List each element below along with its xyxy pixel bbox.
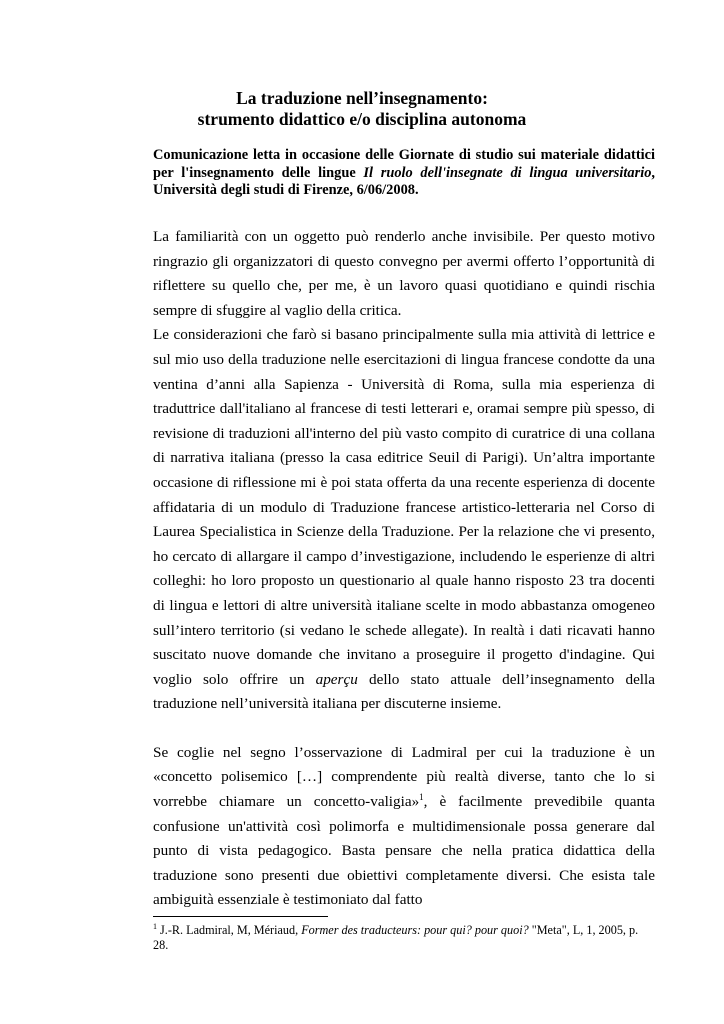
header-line-3: Università degli studi di Firenze, 6/06/2008. — [153, 182, 419, 198]
paragraph-3 — [153, 741, 655, 913]
title-line-2: strumento didattico e/o disciplina autonoma — [197, 109, 527, 129]
paragraph-3-text-a: Se coglie nel segno l’osservazione di Ladmiral per cui la traduzione è un «concetto polisemico […] comprendente più realtà diverse, tanto che lo si vorrebbe chiamare un concetto-valigia» — [153, 743, 655, 811]
paragraph-spacer — [153, 717, 655, 741]
footnote-title-italic: Former des traducteurs: pour qui? pour quoi? — [301, 923, 529, 937]
footnote-reference: 1 — [419, 792, 424, 803]
footnote-separator — [153, 916, 328, 917]
paragraph-3-text-b: , è facilmente prevedibile quanta confusione un'attività così polimorfa e multidimensionale possa generare dal punto di vista pedagogico. Basta pensare che nella pratica didattica della traduzione sono presenti due obiettivi completamente diversi. Che esista tale ambiguità essenziale è testimoniato dal fatto — [153, 793, 656, 909]
title-line-1: La traduzione nell’insegnamento: — [236, 88, 488, 108]
header-line-2-text: per l'insegnamento delle lingue — [153, 164, 364, 181]
communication-header — [153, 147, 655, 200]
header-line-2 — [153, 165, 655, 183]
paragraph-2-text-b: dello stato attuale dell’insegnamento della traduzione nell’università italiana per discuterne insieme. — [153, 670, 655, 713]
body-text — [153, 225, 655, 913]
header-conference-title: Il ruolo dell'insegnate di lingua universitario — [363, 164, 652, 181]
footnote-marker: 1 — [153, 922, 157, 931]
paragraph-1: La familiarità con un oggetto può renderlo anche invisibile. Per questo motivo ringrazio gli organizzatori di questo convegno per avermi offerto l’opportunità di riflettere su quello che, per me, è un lavoro quasi quotidiano e quindi rischia sempre di sfuggire al vaglio della critica. — [153, 228, 655, 319]
paragraph-2-text-a: Le considerazioni che farò si basano principalmente sulla mia attività di lettrice e sul mio uso della traduzione nelle esercitazioni di lingua francese condotte da una ventina d’anni alla Sapienza - Università di Roma, sulla mia esperienza di traduttrice dall'italiano al francese di testi letterari e, oramai sempre più spesso, di revisione di traduzioni all'interno del più vasto compito di curatrice di una collana di narrativa italiana (presso la casa editrice Seuil di Parigi). Un’altra importante occasione di riflessione mi è poi stata offerta da una recente esperienza di docente affidataria di un modulo di Traduzione francese artistico-letteraria nel Corso di Laurea Specialistica in Scienze della Traduzione. Per la relazione che vi presento, ho cercato di allargare il campo d’investigazione, includendo le esperienze di altri colleghi: ho loro proposto un questionario al quale hanno risposto 23 tra docenti di lingua e lettori di altre università italiane scelte in modo abbastanza omogeneo sull’intero territorio (si vedano le schede allegate). In realtà i dati ricavati hanno suscitato nuove domande che invitano a proseguire il progetto d'indagine. Qui voglio solo offrire un — [153, 326, 655, 688]
header-line-2-comma: , — [651, 164, 656, 181]
footnote — [153, 923, 655, 953]
paragraph-2 — [153, 323, 655, 717]
footnote-text-b: "Meta", L, 1, 2005, p. 28. — [153, 923, 639, 952]
document-title — [0, 88, 724, 130]
header-line-1: Comunicazione letta in occasione delle Giornate di studio sui materiale didattici — [153, 147, 655, 163]
paragraph-2-italic: aperçu — [315, 670, 358, 688]
footnote-text-a: J.-R. Ladmiral, M, Mériaud, — [157, 923, 302, 937]
